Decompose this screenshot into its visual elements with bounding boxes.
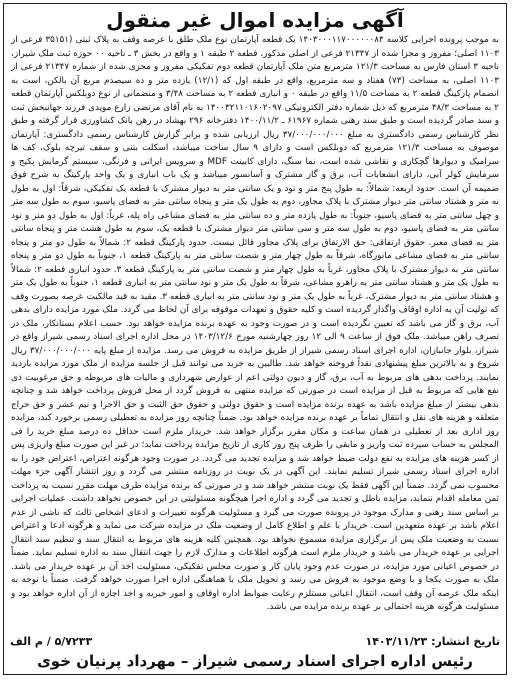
notice-frame <box>3 3 507 675</box>
signature-line: رئیس اداره اجرای اسناد رسمی شیراز – مهرداد پرنیان خوی <box>37 652 473 670</box>
reference-code: ۵/۷۲۳۳ / م الف <box>10 635 93 648</box>
footer-meta-row <box>10 635 500 648</box>
notice-title: آگهی مزایده اموال غیر منقول <box>106 8 404 32</box>
publication-date: تاریخ انتشار: ۱۴۰۳/۱۱/۲۳ <box>365 635 500 648</box>
notice-footer <box>10 635 500 670</box>
notice-body: به موجب پرونده اجرایی کلاسه ۱۴۰۳۰۰۰۱۱۷۰۰۰۰۰۰۸۴ یک قطعه آپارتمان نوع ملک طلق با عرصه وقف به پلاک ثبتی (۳۵۱۵۱ فرعی از ۱۱۰۳ اصلی؛ مفروز و مجزا شده از ۲۱۳۴۷ فرعی از اصلی مذکور، قطعه ۲ طبقه ۱ و واقع در بخش ۳ ـ ناحیه ۰۰ حوزه ثبت ملک شیراز، ناحیه ۳ استان فارس به مساحت ۱۲۱/۳ مترمربع متن ملک آپارتمان قطعه دوم تفکیکی مفروز و مجزی شده از شماره ۲۱۳۴۷ فرعی از ۱۱۰۳ اصلی، به مساحت (۷۳) هفتاد و سه مترمربع، واقع در طبقه اول که (۱۲/۱) یازده متر و ده سیصدم مربع آن بالکن، است به انضمام پارکینگ قطعه ۲ به مساحت ۱۱/۵ واقع در طبقه ۰ و انباری قطعه ۲ به مساحت ۳/۴۸ و منضمانی از نوع دوبلکس آپارتمان قطعه ۲ به مساحت ۴۸/۳ مترمربع که ذیل شماره دفتر الکترونیکی ۱۴۰۰۳۲۱۱۰۱۶۰۲۰۹۷ به نام آقای مرتضی زارع مویدی فرزند جهانبخش ثبت و سند صادر گردیده است و طبق سند رهنی شماره ۶۱۹۶۷ ـ ۱۴۰۰/۱۱/۲ دفترخانه ۲۹۶ بهشاد در رهن بانک کشاورزی قرار گرفته و طبق نظر کارشناس رسمی دادگستری به مبلغ ۳۷/۰۰۰/۰۰۰/۰۰۰ ریال ارزیابی شده و برابر گزارش کارشناس رسمی دادگستری: آپارتمان موصوف به مساحت ۱۲۱/۳ مترمربع که دوبلکس است و دارای ۹ سال ساخت میباشد، اسکلت بتنی و سقف تیرچه بلوک، کف ها سرامیک و دیوارها گچکاری و نقاشی شده است، نما سنگ، دارای کابینت MDF و سرویس ایرانی و فرنگی، سیستم گرمایش پکیج و سرمایش کولر آبی، دارای انشعابات آب، برق و گاز مشترک و آسانسور میباشد و یک باب انباری و یک واحد پارکینگ به شرح فوق ضمیمه آن است. حدود اربعه: شمالاً: به طول پنج متر و نود و یک سانتی متر به دیوار مشترک با قطعه یک تفکیکی، شرقاً: اول به طول نه متر و هشتاد سانتی متر دیوار مشترک با پلاک مجاور، دوم به طول یک متر و پنجاه سانتی متر به فضای پاسیو، سوم به طول سه متر و چهل سانتی متر به فضای پاسیو، جنوباً: به طول یازده متر و ده سانتی متر به فضای مشاعی راه پله، غرباً: اول به طول دو متر و نود سانتی متر به فضای پاسیو، دوم به طول سه متر و سی سانتی متر دیوار مشترک با قطعه یک، سوم به طول هشت متر و پنجاه سانتی متر به فضای معبر. حقوق ارتفاقی: حق الارتفاق برای پلاک مجاور قائل نیست. حدود پارکینگ قطعه ۲: شمالاً به طول دو متر و پنجاه سانتی متر به فضای مشاعی مانورگاه، شرقاً به طول چهار متر و شصت سانتی متر به پارکینگ قطعه ۱، جنوباً به طول دو متر و پنجاه سانتی متر به دیوار مشترک با پلاک مجاور، غرباً به طول چهار متر و شصت سانتی متر به پارکینگ قطعه ۳. حدود انباری قطعه ۲: شمالاً به طول یک متر و هشتاد سانتی متر به راهرو مشاعی، شرقاً به طول یک متر و نود سانتی متر به انباری قطعه ۱، جنوباً به طول یک متر و هشتاد سانتی متر به دیوار مشترک، غرباً به طول یک متر و نود سانتی متر به انباری قطعه ۳. مقید به قید مالکیت عرصه بصورت وقف که تولیت آن به اداره اوقاف واگذار گردیده است و کلیه حقوق و تعهدات موقوفه برای آن لحاظ می گردد. ملک مورد مزایده دارای بدهی آب، برق و گاز می باشد که تعیین نگردیده است و در صورت وجود به عهده برنده مزایده خواهد بود. حسب اعلام بستانکار، ملک در تصرف راهن میباشد. ملک فوق از ساعت ۹ الی ۱۲ روز چهارشنبه مورخ ۱۴۰۳/۱۲/۶ در محل اداره اجرای اسناد رسمی شیراز واقع در شیراز، بلوار جانبازان، اداره اجرای اسناد رسمی شیراز از طریق مزایده به فروش می رسد. مزایده از مبلغ پایه ۳۷/۰۰۰/۰۰۰/۰۰۰ ریال شروع و به بالاترین مبلغ پیشنهادی نقداً فروخته خواهد شد. طالبین به خرید می توانند قبل از جلسه مزایده از ملک مورد مزایده بازدید نمایند. پرداخت بدهی های مربوط به آب، برق، گاز و دیون دولتی اعم از عوارض شهرداری و مالیات های مربوطه و حق مرغوبیت ذی نفع هایی که مربوط به قبل از مزایده است در صورتی که مزایده منتهی به فروش گردد از محل فروش پرداخت خواهد شد و چنانچه بدهی بیشتر از مبلغ مزایده باشد به عهده برنده مزایده است و حقوق دولتی و حقوق حق الثبت و حق الاجرا و نیم عشر و حق حراج متعلقه و هزینه های نقل و انتقال تماماً بر عهده برنده مزایده خواهد بود. ضمناً چنانچه روز مزایده به تعطیلی رسمی برخورد کند، مزایده روز اداری بعد از تعطیلی در همان ساعت و مکان مقرر برگزار خواهد شد. خریدار ملزم است حداقل ده درصد مبلغ خرید را فی المجلس به حساب سپرده ثبت واریز و مابقی را ظرف پنج روز کاری از تاریخ مزایده پرداخت نماید؛ در غیر این صورت مبلغ واریزی پس از کسر هزینه های مزایده به نفع دولت ضبط خواهد شد و مزایده تجدید می گردد. در صورت وجود هرگونه اعتراض، اعتراض خود را به اداره اجرای اسناد رسمی شیراز تسلیم نمایند. این آگهی در یک نوبت در روزنامه منتشر می گردد و روز انتشار آگهی جزء مهلت محسوب نمی گردد. ضمناً این آگهی فقط یک نوبت منتشر خواهد شد و در صورتی که برنده مزایده ظرف مهلت مقرر نسبت به پرداخت ثمن معامله اقدام ننماید، مزایده باطل و تجدید می گردد و اداره اجرا هیچگونه مسئولیتی در این خصوص نخواهد داشت. عملیات اجرایی بر اساس سند رهنی و مدارک موجود در پرونده صورت می گیرد و مسئولیت هرگونه تغییرات و ادعای اشخاص ثالث که ناشی از عدم اعلام باشد بر عهده متعهدین است. خریدار با علم و اطلاع کامل از وضعیت ملک در مزایده شرکت می نماید و هرگونه ادعا و اعتراض نسبت به وضعیت ملک پس از برگزاری مزایده مسموع نخواهد بود. همچنین کلیه هزینه های مربوط به انتقال سند و تنظیم سند انتقال اجرایی بر عهده خریدار می باشد و خریدار ملزم است هرگونه اطلاعات و مدارک لازم را جهت انتقال سند به اداره تسلیم نماید. ضمناً در خصوص اعیانی مورد مزایده، در صورت عدم وجود پایان کار و صورت مجلس تفکیکی، مسئولیت اخذ آن بر عهده خریدار می باشد. ملک به صورت یکجا و با وضع موجود به فروش می رسد و تحویل ملک با هماهنگی اداره اجرا صورت خواهد گرفت. ضمناً با توجه به اینکه ملک عرصه آن وقف است، انتقال اعیانی مستلزم رعایت ضوابط اداره اوقاف و امور خیریه و اخذ اجازه از آن اداره خواهد بود و مسئولیت هرگونه هزینه احتمالی بر عهده برنده مزایده می باشد. <box>11 35 500 612</box>
